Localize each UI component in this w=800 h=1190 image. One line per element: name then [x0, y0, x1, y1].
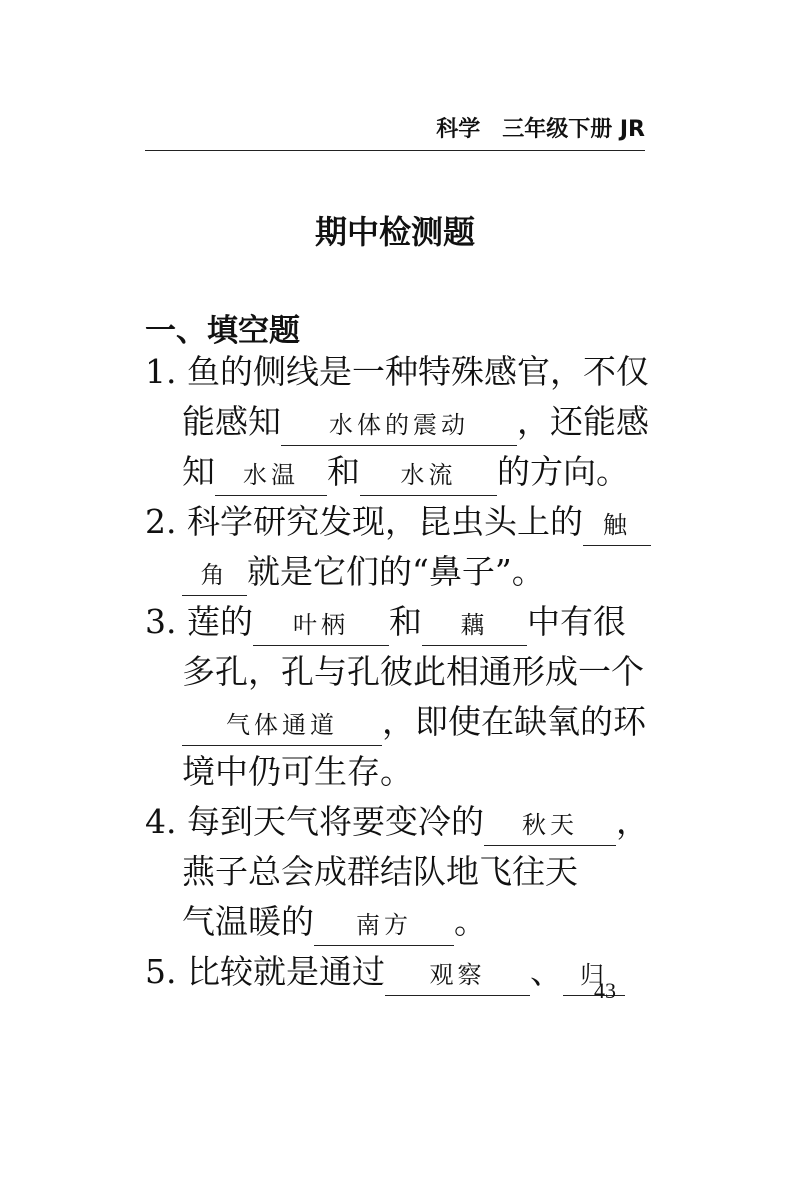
answer-blank [314, 902, 454, 946]
answer-blank [182, 552, 247, 596]
q2-line-2 [182, 550, 545, 596]
q3-line-1 [145, 600, 626, 646]
q3-line-3 [182, 700, 646, 746]
q3-text: ，即使在缺氧的环 [382, 702, 646, 741]
q1-line-1 [145, 350, 649, 394]
q3-text: 多孔，孔与孔彼此相通形成一个 [182, 652, 644, 691]
q5-text: 、 [529, 952, 563, 991]
answer-blank [182, 702, 382, 746]
q4-line-2 [182, 850, 578, 894]
q1-text: 和 [327, 452, 360, 491]
q4-text: 气温暖的 [182, 902, 314, 941]
q1-line-2 [182, 400, 649, 446]
q1-text: 知 [182, 452, 215, 491]
q5-line-1 [145, 950, 625, 996]
answer-blank [422, 602, 527, 646]
q3-text: 和 [388, 602, 422, 641]
answer-text: 水温 [243, 461, 299, 489]
answer-text: 角 [200, 561, 229, 589]
answer-text: 水体的震动 [329, 411, 469, 439]
q4-line-3 [182, 900, 487, 946]
q1-text: 的方向。 [497, 452, 629, 491]
answer-text: 叶柄 [292, 611, 349, 639]
q4-text: 。 [454, 902, 487, 941]
answer-text: 归 [579, 961, 608, 989]
answer-blank [215, 452, 327, 496]
header-rule [145, 150, 645, 151]
q4-text: 4. 每到天气将要变冷的 [145, 802, 484, 841]
q4-text: 燕子总会成群结队地飞往天 [182, 852, 578, 891]
q3-text: 中有很 [526, 602, 626, 641]
answer-blank [385, 952, 530, 996]
q3-line-4 [182, 750, 413, 794]
q3-line-2 [182, 650, 644, 694]
answer-text: 触 [602, 511, 631, 539]
q3-text: 境中仍可生存。 [182, 752, 413, 791]
answer-text: 藕 [460, 611, 489, 639]
answer-blank [484, 802, 616, 846]
book-header: 科学 三年级下册 JR [436, 117, 645, 142]
answer-blank [253, 602, 389, 646]
answer-text: 气体通道 [226, 711, 338, 739]
q3-text: 3. 莲的 [145, 602, 253, 641]
page-title: 期中检测题 [314, 213, 475, 251]
answer-text: 秋天 [521, 811, 578, 839]
q4-line-1 [145, 800, 649, 846]
q1-line-3 [182, 450, 629, 496]
q5-text: 5. 比较就是通过 [145, 952, 385, 991]
answer-text: 南方 [356, 911, 412, 939]
q2-text: 2. 科学研究发现，昆虫头上的 [145, 502, 583, 541]
answer-blank [281, 402, 517, 446]
q1-text: 1. 鱼的侧线是一种特殊感官，不仅 [145, 352, 649, 391]
section-heading: 一、填空题 [145, 313, 300, 349]
q1-text: 能感知 [182, 402, 281, 441]
answer-blank [583, 502, 651, 546]
q2-text: 就是它们的“鼻子”。 [247, 552, 545, 591]
answer-text: 水流 [400, 461, 457, 489]
q2-line-1 [145, 500, 651, 546]
q1-text: ，还能感 [517, 402, 649, 441]
page-number: 43 [594, 978, 616, 1003]
answer-text: 观察 [429, 961, 486, 989]
q4-text: ， [615, 802, 649, 841]
answer-blank [360, 452, 497, 496]
